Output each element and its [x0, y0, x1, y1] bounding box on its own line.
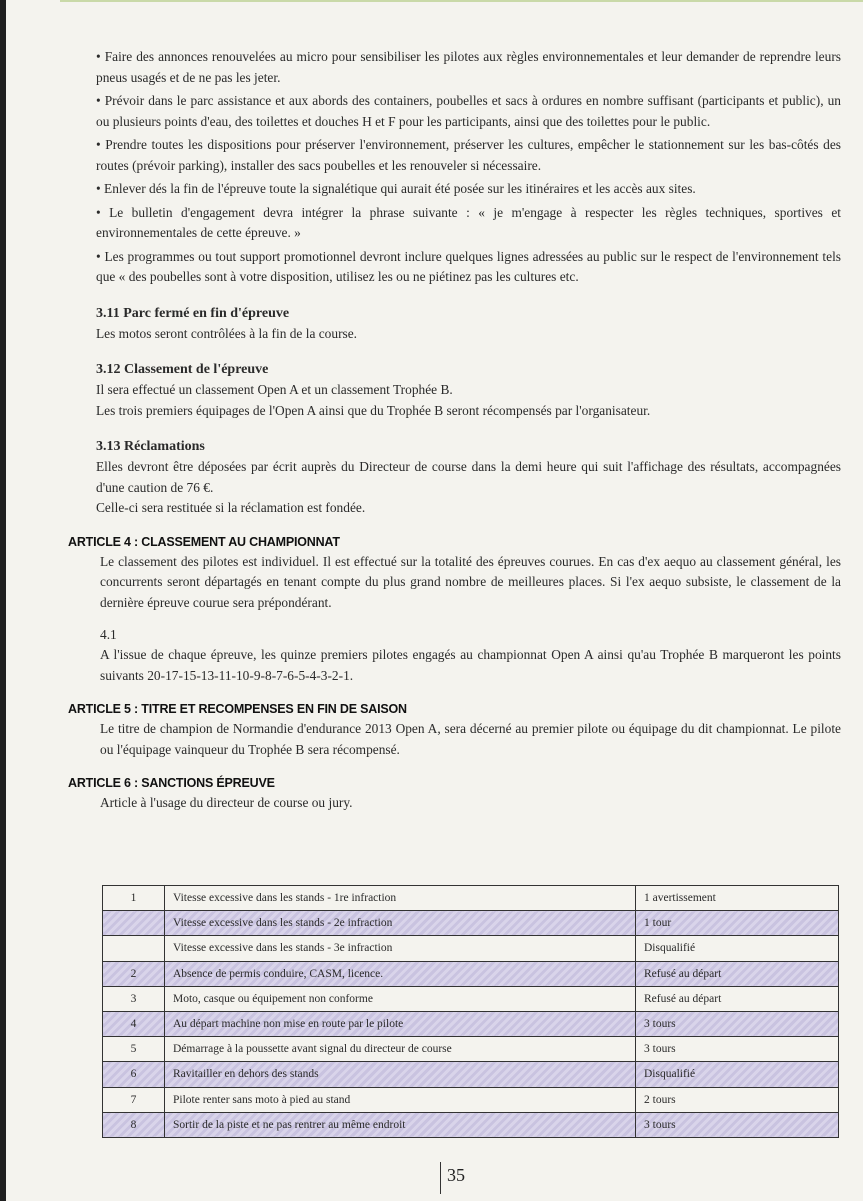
- section-title: 3.13 Réclamations: [96, 439, 205, 454]
- bullet-item: • Les programmes ou tout support promotionnel devront inclure quelques lignes adressées au public sur le respect de l'environnement tels que « des poubelles sont à votre disposition, utilisez les ou ne piétinez pas les cultures etc.: [96, 248, 841, 284]
- row-penalty: Refusé au départ: [636, 986, 839, 1011]
- section-text: Elles devront être déposées par écrit auprès du Directeur de course dans la demi heure qui suit l'affichage des résultats, accompagnées d'une caution de 76 €.: [96, 459, 841, 495]
- row-description: Vitesse excessive dans les stands - 2e infraction: [165, 911, 636, 936]
- article-text: Article à l'usage du directeur de course ou jury.: [100, 795, 353, 810]
- section-3-12: [96, 360, 841, 421]
- bullet-item: • Le bulletin d'engagement devra intégrer la phrase suivante : « je m'engage à respecter les règles techniques, sportives et environnementales de cette épreuve. »: [96, 204, 841, 240]
- scan-edge: [0, 0, 6, 1201]
- section-title: 3.12 Classement de l'épreuve: [96, 362, 269, 377]
- sanctions-table: [102, 885, 839, 1138]
- article-4: [68, 533, 841, 687]
- row-description: Vitesse excessive dans les stands - 1re infraction: [165, 886, 636, 911]
- row-description: Vitesse excessive dans les stands - 3e infraction: [165, 936, 636, 961]
- table-row: [103, 961, 839, 986]
- row-number: [103, 936, 165, 961]
- row-description: Démarrage à la poussette avant signal du directeur de course: [165, 1037, 636, 1062]
- subsection-title: 4.1: [100, 627, 117, 642]
- subsection-4-1: [100, 625, 841, 686]
- section-text: Les trois premiers équipages de l'Open A ainsi que du Trophée B seront récompensés par l'organisateur.: [96, 402, 651, 418]
- row-penalty: 1 tour: [636, 911, 839, 936]
- row-number: 6: [103, 1062, 165, 1087]
- article-heading: ARTICLE 5 : TITRE ET RECOMPENSES EN FIN DE SAISON: [68, 702, 407, 716]
- row-penalty: Disqualifié: [636, 936, 839, 961]
- row-description: Au départ machine non mise en route par le pilote: [165, 1011, 636, 1036]
- table-row: [103, 1062, 839, 1087]
- row-number: 4: [103, 1011, 165, 1036]
- section-3-13: [96, 437, 841, 519]
- row-number: 8: [103, 1112, 165, 1137]
- scan-top-edge: [60, 0, 863, 2]
- article-heading: ARTICLE 6 : SANCTIONS ÉPREUVE: [68, 776, 275, 790]
- row-number: [103, 911, 165, 936]
- row-penalty: 3 tours: [636, 1011, 839, 1036]
- row-penalty: Disqualifié: [636, 1062, 839, 1087]
- bullet-list: [96, 47, 841, 288]
- table-row: [103, 886, 839, 911]
- row-penalty: Refusé au départ: [636, 961, 839, 986]
- row-penalty: 3 tours: [636, 1112, 839, 1137]
- section-text: Il sera effectué un classement Open A et un classement Trophée B.: [96, 382, 453, 397]
- row-number: 2: [103, 961, 165, 986]
- row-number: 7: [103, 1087, 165, 1112]
- article-5: [68, 700, 841, 760]
- row-description: Sortir de la piste et ne pas rentrer au même endroit: [165, 1112, 636, 1137]
- table-row: [103, 911, 839, 936]
- subsection-text: A l'issue de chaque épreuve, les quinze premiers pilotes engagés au championnat Open A ainsi qu'au Trophée B marqueront les points suivants 20-17-15-13-11-10-9-8-7-6-5-4-3-2-1.: [100, 647, 841, 683]
- section-text: Celle-ci sera restituée si la réclamation est fondée.: [96, 500, 366, 515]
- table-row: [103, 936, 839, 961]
- section-title: 3.11 Parc fermé en fin d'épreuve: [96, 305, 290, 321]
- row-description: Moto, casque ou équipement non conforme: [165, 986, 636, 1011]
- table-row: [103, 1087, 839, 1112]
- row-penalty: 2 tours: [636, 1087, 839, 1112]
- row-number: 1: [103, 886, 165, 911]
- bullet-item: • Faire des annonces renouvelées au micro pour sensibiliser les pilotes aux règles environnementales et leur demander de reprendre leurs pneus usagés et de ne pas les jeter.: [96, 49, 841, 85]
- row-description: Pilote renter sans moto à pied au stand: [165, 1087, 636, 1112]
- section-text: Les motos seront contrôlées à la fin de la course.: [96, 325, 358, 341]
- bullet-item: • Prendre toutes les dispositions pour préserver l'environnement, préserver les cultures, empêcher le stationnement sur les bas-côtés des routes (prévoir parking), installer des sacs poubelles et les renouveler si nécessaire.: [96, 137, 841, 173]
- page-number: 35: [440, 1162, 465, 1194]
- row-number: 5: [103, 1037, 165, 1062]
- row-description: Ravitailler en dehors des stands: [165, 1062, 636, 1087]
- document-page: [68, 47, 841, 814]
- table-row: [103, 1011, 839, 1036]
- table-row: [103, 1037, 839, 1062]
- article-heading: ARTICLE 4 : CLASSEMENT AU CHAMPIONNAT: [68, 534, 340, 549]
- bullet-item: • Enlever dés la fin de l'épreuve toute la signalétique qui aurait été posée sur les itinéraires et les accès aux sites.: [96, 181, 696, 196]
- row-penalty: 1 avertissement: [636, 886, 839, 911]
- table-row: [103, 1112, 839, 1137]
- article-text: Le classement des pilotes est individuel. Il est effectué sur la totalité des épreuves courues. En cas d'ex aequo au classement général, les concurrents seront départagés en tenant compte du plus grand nombre de meilleures places. Si l'ex aequo subsiste, le classement de la dernière épreuve courue sera prépondérant.: [100, 553, 841, 610]
- row-description: Absence de permis conduire, CASM, licence.: [165, 961, 636, 986]
- row-number: 3: [103, 986, 165, 1011]
- row-penalty: 3 tours: [636, 1037, 839, 1062]
- bullet-item: • Prévoir dans le parc assistance et aux abords des containers, poubelles et sacs à ordures en nombre suffisant (participants et public), un ou plusieurs points d'eau, des toilettes et douches H et F pour les participants, ainsi que des toilettes pour le public.: [96, 93, 841, 129]
- section-3-11: [96, 304, 841, 345]
- table-row: [103, 986, 839, 1011]
- article-text: Le titre de champion de Normandie d'endurance 2013 Open A, sera décerné au premier pilote ou équipage du dit championnat. Le pilote ou l'équipage vainqueur du Trophée B sera récompensé.: [100, 721, 841, 757]
- article-6: [68, 774, 841, 814]
